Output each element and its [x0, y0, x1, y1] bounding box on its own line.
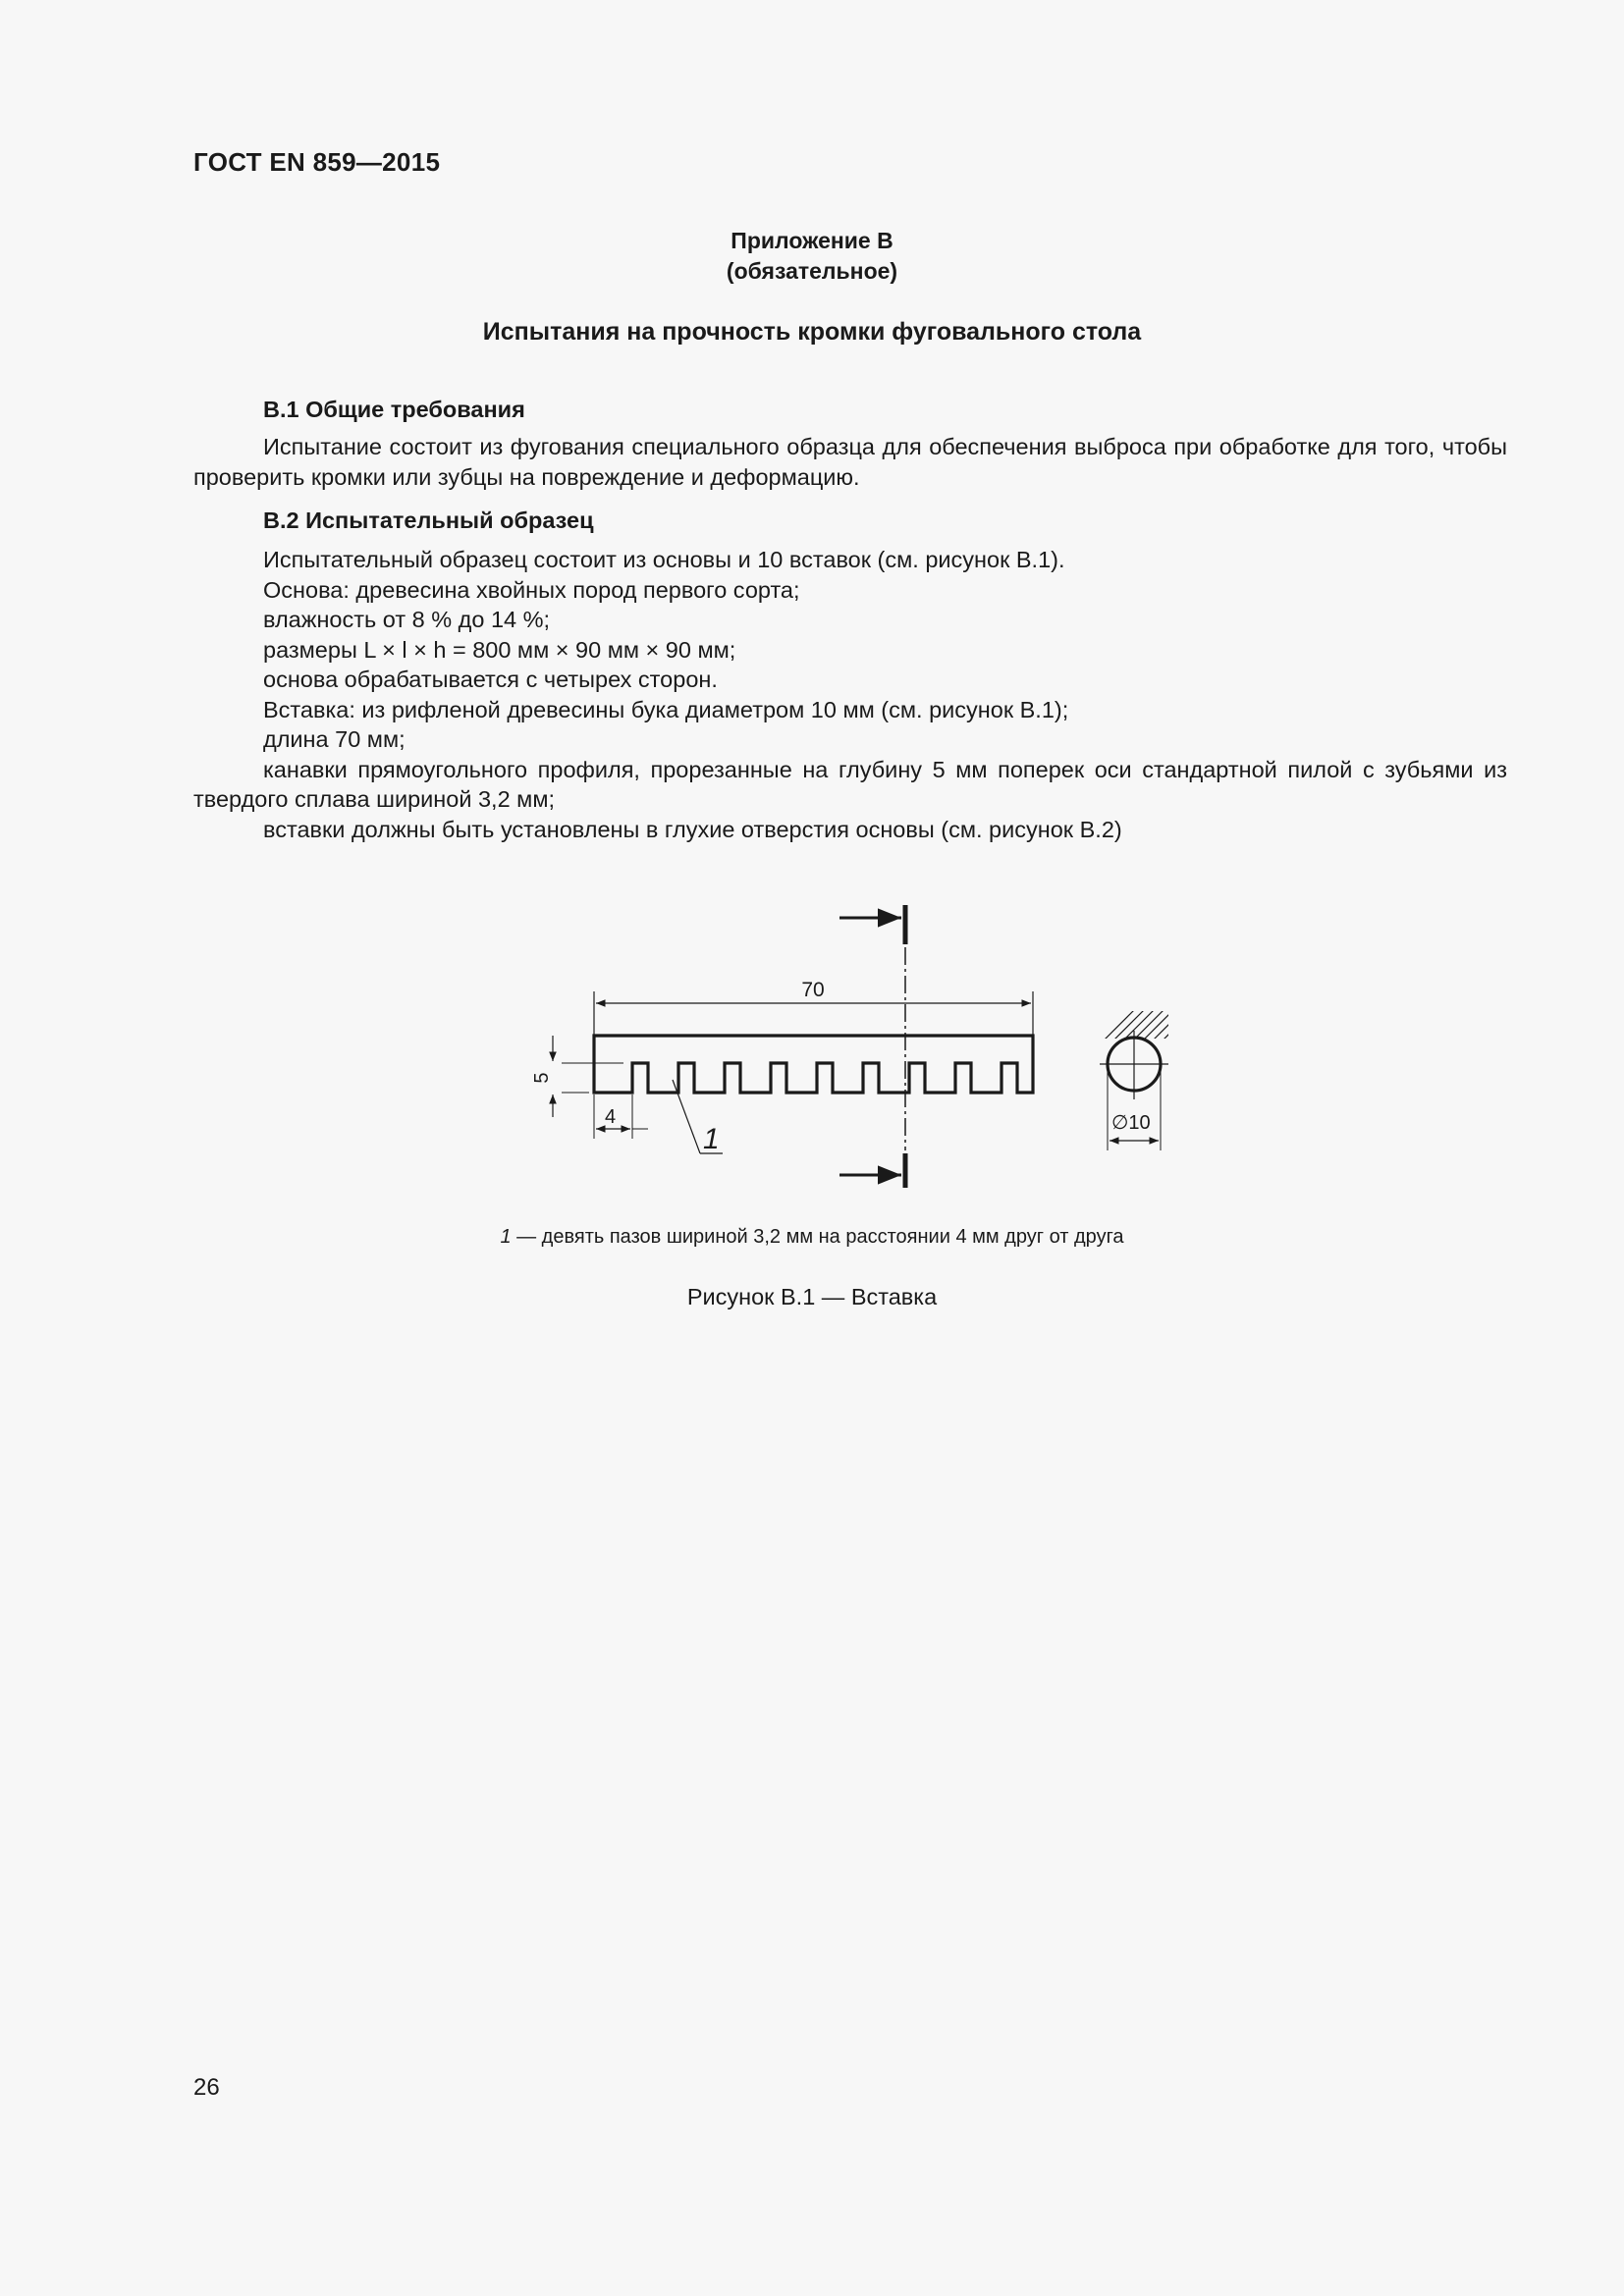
- pitch-dimension: [594, 1095, 648, 1139]
- figure-note-number: 1: [500, 1226, 512, 1248]
- annex-status: (обязательное): [726, 258, 898, 284]
- cross-section-view: [1080, 1005, 1198, 1150]
- section-heading: В.1 Общие требования: [263, 397, 525, 422]
- page-title: Испытания на прочность кромки фуговального стола: [482, 318, 1142, 346]
- length-dimension: [594, 979, 1033, 1036]
- paragraph: длина 70 мм;: [263, 726, 406, 752]
- callout-number: 1: [703, 1123, 720, 1155]
- insert-profile: [594, 1036, 1033, 1093]
- section-cut-top: [839, 905, 905, 944]
- length-dimension-label: 70: [801, 979, 825, 1001]
- paragraph: вставки должны быть установлены в глухие отверстия основы (см. рисунок В.2): [263, 816, 1122, 842]
- pitch-dimension-label: 4: [605, 1106, 617, 1128]
- section-general-requirements: [193, 395, 1507, 492]
- paragraph: размеры L × l × h = 800 мм × 90 мм × 90 мм;: [263, 636, 736, 663]
- figure-caption: Рисунок В.1 — Вставка: [686, 1284, 938, 1309]
- paragraph: основа обрабатывается с четырех сторон.: [263, 667, 718, 692]
- figure-insert-drawing: [511, 893, 1198, 1207]
- paragraph: влажность от 8 % до 14 %;: [263, 607, 551, 632]
- figure-note: [0, 1226, 1624, 1249]
- section-heading: В.2 Испытательный образец: [263, 507, 594, 533]
- paragraph: Основа: древесина хвойных пород первого сорта;: [263, 576, 800, 603]
- section-test-specimen: [193, 506, 1507, 844]
- depth-dimension: [531, 1036, 623, 1117]
- section-cut-bottom: [839, 1153, 905, 1188]
- figure-note-text: — девять пазов шириной 3,2 мм на расстоянии 4 мм друг от друга: [511, 1226, 1124, 1248]
- annex-title: Приложение В: [731, 228, 893, 253]
- document-header: ГОСТ EN 859—2015: [193, 147, 441, 177]
- diameter-dimension-label: ∅10: [1111, 1112, 1151, 1134]
- paragraph: канавки прямоугольного профиля, прорезанные на глубину 5 мм поперек оси стандартной пилой с зубьями из твердого сплава шириной 3,2 мм;: [193, 756, 1507, 812]
- paragraph: Испытание состоит из фугования специального образца для обеспечения выброса при обработке для того, чтобы проверить кромки или зубцы на повреждение и деформацию.: [193, 434, 1507, 490]
- page-number: 26: [193, 2074, 220, 2101]
- annex-heading: [0, 226, 1624, 287]
- paragraph: Вставка: из рифленой древесины бука диаметром 10 мм (см. рисунок В.1);: [263, 696, 1069, 722]
- paragraph: Испытательный образец состоит из основы и 10 вставок (см. рисунок В.1).: [263, 547, 1065, 572]
- depth-dimension-label: 5: [531, 1072, 553, 1084]
- technical-drawing: [511, 893, 1198, 1207]
